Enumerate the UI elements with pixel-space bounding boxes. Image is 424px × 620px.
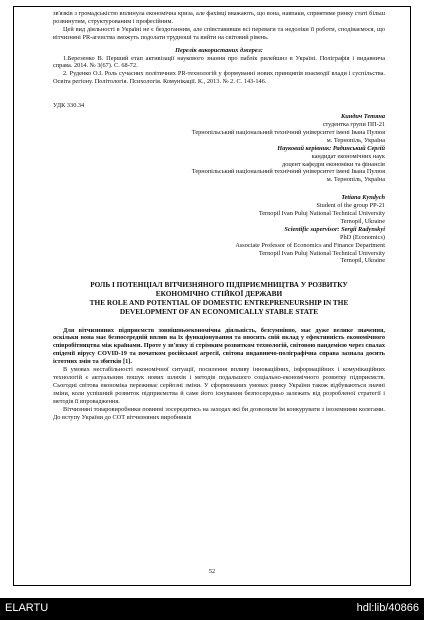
udk-code: УДК 330.34 — [53, 102, 85, 110]
abstract-paragraph: Для вітчизняних підприємств зовнішньоекономічна діяльність, безсумнівно, має дуже велике значення, оскільки вона має безпосередній вплив на їх функціонування та вносить свій вклад у ефективність економічного співробітництва між країнами. Проте у зв'язку зі стрімким розвитком технологій, світовою пандемією через спалах епідемії вірусу COVID-19 та початком російської агресії, світова видавничо-поліграфічна справа зазнала досить істотних змін та збитків [1]. — [53, 326, 385, 366]
page-number: 52 — [208, 568, 216, 575]
supervisor-info-line: Associate Professor of Economics and Finance Department — [235, 241, 385, 249]
body-paragraph-4: Вітчизняні товаровиробники повинні зосередитись на заходах які би дозволили їм конкурувати з іноземними колегами. До вступу України до СОТ вітчизняних виробників — [53, 405, 385, 421]
supervisor-info-line: Ternopil, Ukraine — [340, 257, 385, 265]
supervisor-info-line: PhD (Economics) — [340, 233, 385, 241]
author-info-line: студентка групи ПП-21 — [322, 120, 385, 128]
title-line: THE ROLE AND POTENTIAL OF DOMESTIC ENTREPRENEURSHIP IN THE — [89, 297, 349, 307]
supervisor-info-line: Тернопільський національний технічний університет імені Івана Пулюя — [191, 168, 385, 176]
supervisor-en: Scientific supervisor: Sergii Radynskyi — [284, 225, 385, 233]
body-paragraph-1: зв'язків з громадськістю вплинула економічна криза, але фахівці вважають, що вона, навпаки, сприятиме ринку статі більш розвинутим, структурованим і професійним. — [53, 10, 385, 25]
supervisor-info-line: доцент кафедри економіки та фінансів — [282, 160, 385, 168]
author-name-en: Tetiana Kyndych — [341, 194, 385, 202]
article-title — [53, 281, 385, 316]
repository-name: ELARTU — [5, 602, 49, 614]
author-info-line: Student of the group PP-21 — [316, 202, 385, 210]
supervisor-info-line: кандидат економічних наук — [311, 152, 385, 160]
repository-footer-bar — [0, 598, 424, 620]
supervisor-ua: Науковий керівник: Радинський Сергій — [277, 144, 385, 152]
author-info-line: Ternopil Ivan Puluj National Technical University — [258, 210, 385, 218]
title-line: DEVELOPMENT OF AN ECONOMICALLY STABLE STATE — [119, 306, 319, 316]
references-heading: Перелік використаних джерел: — [175, 46, 263, 54]
author-info-line: м. Тернопіль, Україна — [326, 136, 385, 144]
author-info-line: Ternopil, Ukraine — [340, 217, 385, 225]
title-line: РОЛЬ І ПОТЕНЦІАЛ ВІТЧИЗНЯНОГО ПІДПРИЄМНИЦТВА У РОЗВИТКУ — [90, 280, 348, 290]
author-info-line: Тернопільський національний технічний університет імені Івана Пулюя — [191, 128, 385, 136]
supervisor-info-line: м. Тернопіль, Україна — [326, 176, 385, 184]
body-paragraph-3: В умовах нестабільності економічної ситуації, посилення впливу інноваційних, інформаційних і комунікаційних технологій є актуальним пошук нових шляхів і методів подальшого соціально-економічного розвитку підприємств. Сьогодні світова економіка переживає серйозні зміни. У сформованих умовах ринку України також відбуваються значні зміни, коли успішний розвиток підприємства й саме його існування безпосередньо залежать від розробленої стратегії і методів її впровадження. — [53, 366, 385, 405]
author-block-en — [53, 194, 385, 265]
reference-item-2: 2. Руденко О.І. Роль сучасних політичних PR-технологій у формуванні нових принципів взаємодії влади і суспільства. Освіта регіону. Політологія. Психологія. Комунікації. К., 2013. № 2. С. 143-146. — [53, 70, 385, 86]
author-name-ua: Киндич Тетяна — [341, 113, 385, 121]
title-line: ЕКОНОМІЧНО СТІЙКОЇ ДЕРЖАВИ — [155, 289, 283, 299]
reference-item-1: 1.Березенко В. Перший етап активізації наукового знання про паблік рилейшнз в Україні. Поліграфія і видавнича справа. 2014. № 3(67). С. 68-72. — [53, 54, 385, 70]
author-block-ua — [53, 113, 385, 184]
supervisor-info-line: Ternopil Ivan Puluj National Technical University — [258, 249, 385, 257]
handle-id: hdl:lib/40866 — [356, 602, 419, 614]
page-content — [53, 10, 385, 421]
body-paragraph-2: Цей вид діяльності в Україні не є бездоганним, але співставивши всі переваги та недоліки її роботи, сподіваємося, що вітчизняні PR-агенства зможуть подолати трудноші та вийти на світовий рівень. — [53, 25, 385, 41]
